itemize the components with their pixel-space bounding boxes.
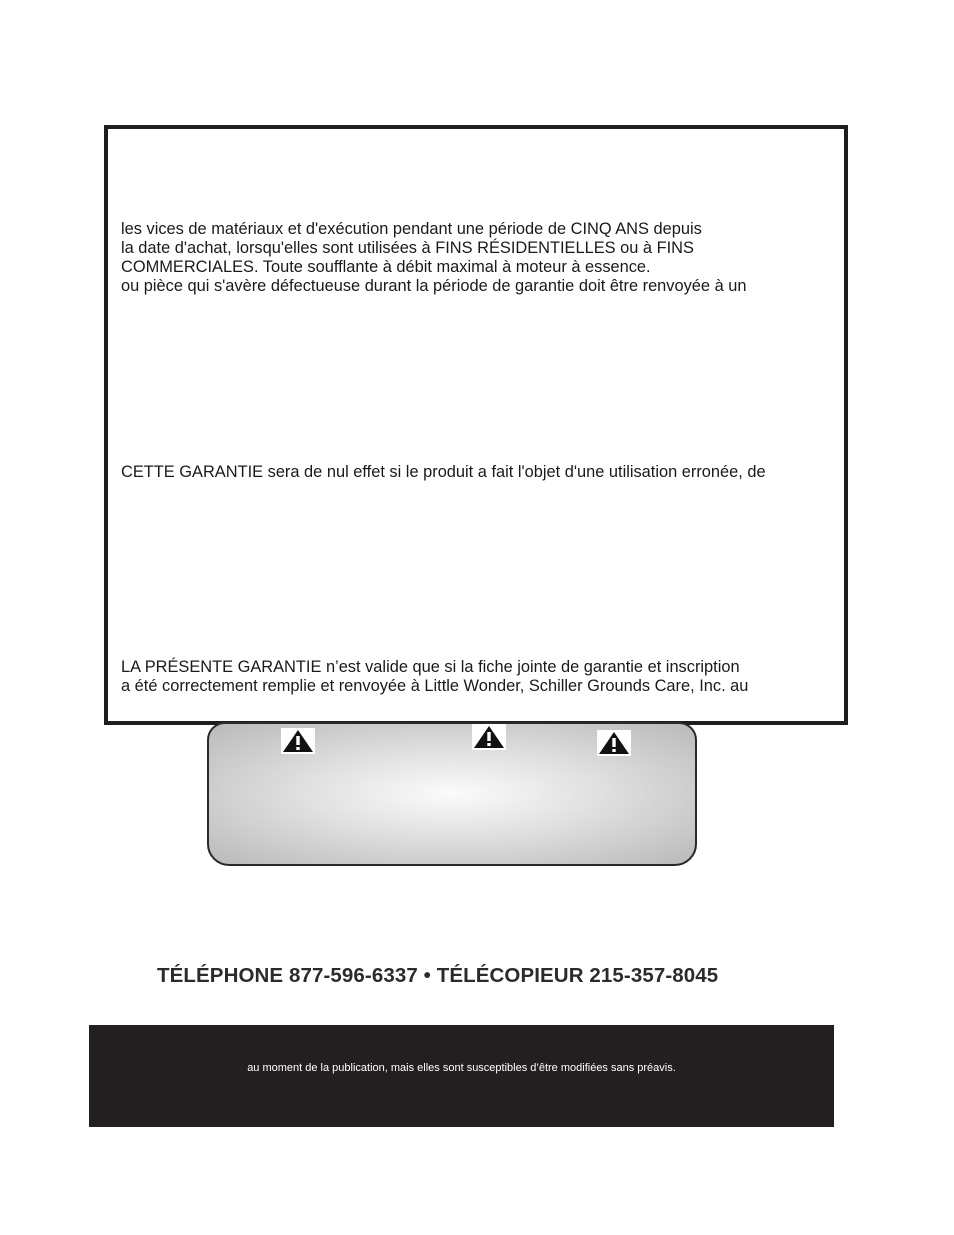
text-line: ou pièce qui s'avère défectueuse durant la période de garantie doit être renvoyée à un — [121, 277, 747, 295]
footer-band — [89, 1025, 834, 1127]
text-line: COMMERCIALES. Toute soufflante à débit maximal à moteur à essence. — [121, 258, 651, 276]
warranty-box — [104, 125, 848, 725]
warranty-paragraph-1 — [121, 220, 841, 296]
notice-panel — [207, 722, 697, 866]
footer-note: au moment de la publication, mais elles sont susceptibles d’être modifiées sans préavis. — [247, 1062, 676, 1074]
contact-line: TÉLÉPHONE 877-596-6337 • TÉLÉCOPIEUR 215-357-8045 — [157, 964, 719, 987]
text-line: CETTE GARANTIE sera de nul effet si le produit a fait l'objet d'une utilisation erronée, de — [121, 463, 766, 481]
text-line: la date d'achat, lorsqu'elles sont utilisées à FINS RÉSIDENTIELLES ou à FINS — [121, 239, 694, 257]
warning-triangle-icon — [281, 728, 315, 754]
warranty-paragraph-3 — [121, 658, 841, 696]
warranty-paragraph-2 — [121, 463, 841, 482]
warning-triangle-icon — [472, 724, 506, 750]
text-line: les vices de matériaux et d'exécution pendant une période de CINQ ANS depuis — [121, 220, 702, 238]
text-line: LA PRÉSENTE GARANTIE n’est valide que si la fiche jointe de garantie et inscription — [121, 658, 740, 676]
text-line: a été correctement remplie et renvoyée à Little Wonder, Schiller Grounds Care, Inc. au — [121, 677, 749, 695]
warning-triangle-icon — [597, 730, 631, 756]
